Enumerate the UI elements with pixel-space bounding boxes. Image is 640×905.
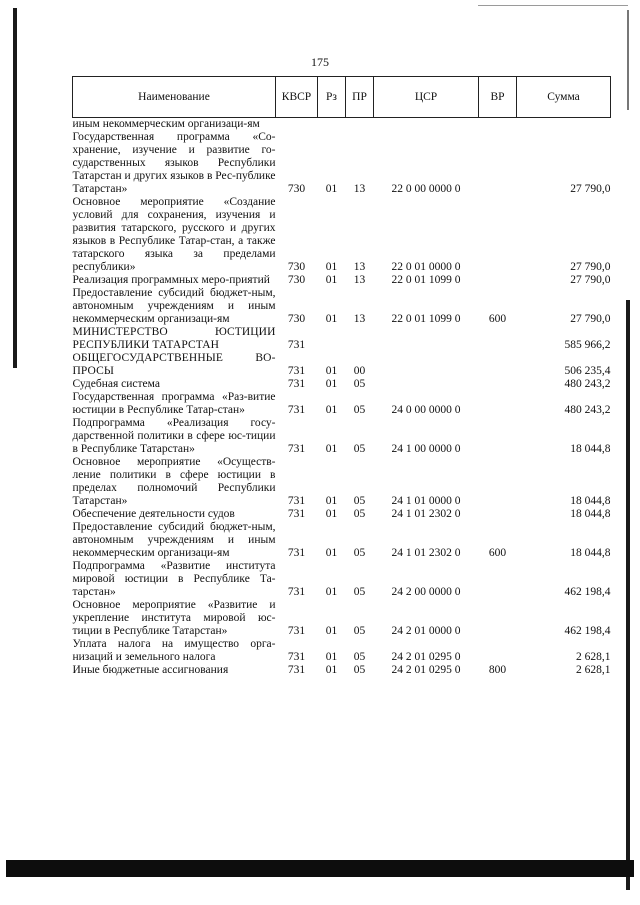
header-vr: ВР <box>479 77 517 118</box>
cell-vr <box>479 378 517 391</box>
cell-pr <box>346 118 374 132</box>
cell-sum: 18 044,8 <box>570 508 611 520</box>
cell-vr <box>479 508 517 521</box>
cell-name: Иные бюджетные ассигнования <box>72 664 229 676</box>
header-pr: ПР <box>346 77 374 118</box>
cell-vr <box>479 131 517 196</box>
cell-vr <box>479 352 517 378</box>
cell-sum: 462 198,4 <box>564 625 611 637</box>
cell-csr: 22 0 01 1099 0 <box>391 313 461 325</box>
cell-rz: 01 <box>325 274 338 286</box>
cell-rz <box>318 118 346 132</box>
cell-kvsr: 730 <box>287 274 306 286</box>
cell-name: Предоставление субсидий бюджет-ным, автономным учреждениям и иным некоммерческим организаци-ям <box>72 521 276 559</box>
cell-rz: 01 <box>325 404 338 416</box>
cell-rz: 01 <box>325 586 338 598</box>
cell-csr <box>374 118 479 132</box>
cell-vr <box>479 326 517 352</box>
cell-name: Государственная программа «Со-хранение, изучение и развитие го-сударственных языков Республики Татарстан и других языков в Рес-публике Татарстан» <box>72 131 276 195</box>
cell-name: МИНИСТЕРСТВО ЮСТИЦИИ РЕСПУБЛИКИ ТАТАРСТАН <box>72 326 276 351</box>
cell-rz: 01 <box>325 651 338 663</box>
cell-sum: 585 966,2 <box>564 339 611 351</box>
cell-kvsr: 731 <box>287 365 306 377</box>
table-row <box>73 378 611 391</box>
cell-rz: 01 <box>325 547 338 559</box>
cell-kvsr: 730 <box>287 313 306 325</box>
cell-csr: 24 0 00 0000 0 <box>391 404 461 416</box>
cell-pr: 05 <box>353 547 366 559</box>
cell-kvsr: 730 <box>287 183 306 195</box>
cell-sum: 462 198,4 <box>564 586 611 598</box>
cell-pr: 05 <box>353 651 366 663</box>
cell-kvsr: 731 <box>287 404 306 416</box>
table-row <box>73 508 611 521</box>
table-row <box>73 638 611 664</box>
cell-vr: 600 <box>488 313 507 325</box>
header-rz: Рз <box>318 77 346 118</box>
cell-csr: 24 1 01 2302 0 <box>391 547 461 559</box>
cell-csr: 24 2 01 0295 0 <box>391 664 461 676</box>
cell-sum: 2 628,1 <box>576 664 611 676</box>
cell-pr: 05 <box>353 625 366 637</box>
cell-pr: 05 <box>353 508 366 520</box>
cell-kvsr: 731 <box>287 547 306 559</box>
cell-pr: 13 <box>353 313 366 325</box>
cell-name: Обеспечение деятельности судов <box>72 508 235 520</box>
table-row <box>73 391 611 417</box>
cell-sum <box>517 118 611 132</box>
cell-name: Подпрограмма «Развитие института мировой юстиции в Республике Та-тарстан» <box>72 560 276 598</box>
cell-rz: 01 <box>325 378 338 390</box>
cell-vr <box>479 391 517 417</box>
cell-name: иным некоммерческим организаци-ям <box>72 118 260 130</box>
budget-table <box>72 76 611 677</box>
cell-name: Уплата налога на имущество орга-низаций и земельного налога <box>72 638 276 663</box>
cell-pr: 05 <box>353 495 366 507</box>
table-row <box>73 352 611 378</box>
table-row <box>73 664 611 677</box>
cell-pr: 05 <box>353 586 366 598</box>
cell-csr <box>374 326 479 352</box>
cell-rz: 01 <box>325 183 338 195</box>
table-row <box>73 274 611 287</box>
header-name: Наименование <box>73 77 276 118</box>
cell-name: Государственная программа «Раз-витие юстиции в Республике Татар-стан» <box>72 391 276 416</box>
cell-kvsr: 731 <box>287 443 306 455</box>
scan-artifact-bottom-edge <box>6 860 634 877</box>
cell-sum: 18 044,8 <box>570 547 611 559</box>
header-kvsr: КВСР <box>276 77 318 118</box>
table-header-row <box>73 77 611 118</box>
cell-vr <box>479 456 517 508</box>
cell-rz: 01 <box>325 313 338 325</box>
scan-artifact-top-line <box>478 5 628 6</box>
cell-pr: 00 <box>353 365 366 377</box>
table-row <box>73 599 611 638</box>
cell-pr: 13 <box>353 183 366 195</box>
cell-rz: 01 <box>325 365 338 377</box>
table-row <box>73 417 611 456</box>
cell-csr: 24 2 01 0295 0 <box>391 651 461 663</box>
cell-csr: 24 2 01 0000 0 <box>391 625 461 637</box>
cell-rz: 01 <box>325 443 338 455</box>
cell-rz: 01 <box>325 625 338 637</box>
cell-pr <box>346 326 374 352</box>
cell-csr: 24 1 01 2302 0 <box>391 508 461 520</box>
cell-rz <box>318 326 346 352</box>
cell-csr: 24 1 01 0000 0 <box>391 495 461 507</box>
cell-name: Судебная система <box>72 378 160 390</box>
cell-csr <box>374 378 479 391</box>
cell-kvsr: 730 <box>287 261 306 273</box>
cell-vr <box>479 417 517 456</box>
cell-vr <box>479 196 517 274</box>
cell-kvsr <box>276 118 318 132</box>
cell-pr: 05 <box>353 404 366 416</box>
cell-rz: 01 <box>325 261 338 273</box>
header-csr: ЦСР <box>374 77 479 118</box>
table-row <box>73 326 611 352</box>
cell-pr: 13 <box>353 274 366 286</box>
cell-pr: 05 <box>353 378 366 390</box>
scan-artifact-right-edge <box>626 300 630 890</box>
cell-kvsr: 731 <box>287 378 306 390</box>
cell-vr <box>479 274 517 287</box>
cell-kvsr: 731 <box>287 651 306 663</box>
cell-vr: 600 <box>488 547 507 559</box>
cell-pr: 13 <box>353 261 366 273</box>
cell-rz: 01 <box>325 508 338 520</box>
cell-name: ОБЩЕГОСУДАРСТВЕННЫЕ ВО-ПРОСЫ <box>72 352 276 377</box>
cell-sum: 18 044,8 <box>570 443 611 455</box>
cell-name: Основное мероприятие «Осуществ-ление политики в сфере юстиции в пределах полномочий Республики Татарстан» <box>72 456 276 507</box>
header-sum: Сумма <box>517 77 611 118</box>
table-body <box>73 118 611 678</box>
cell-vr: 800 <box>488 664 507 676</box>
cell-kvsr: 731 <box>287 586 306 598</box>
cell-vr <box>479 560 517 599</box>
table-row <box>73 456 611 508</box>
cell-sum: 2 628,1 <box>576 651 611 663</box>
cell-csr <box>374 352 479 378</box>
cell-csr: 22 0 01 1099 0 <box>391 274 461 286</box>
cell-vr <box>479 599 517 638</box>
table-row <box>73 131 611 196</box>
table-row <box>73 560 611 599</box>
cell-name: Подпрограмма «Реализация госу-дарственной политики в сфере юс-тиции в Республике Татарстан» <box>72 417 276 455</box>
cell-kvsr: 731 <box>287 339 306 351</box>
cell-name: Предоставление субсидий бюджет-ным, автономным учреждениям и иным некоммерческим организаци-ям <box>72 287 276 325</box>
cell-vr <box>479 118 517 132</box>
cell-sum: 27 790,0 <box>570 274 611 286</box>
cell-sum: 480 243,2 <box>564 378 611 390</box>
cell-kvsr: 731 <box>287 508 306 520</box>
cell-sum: 480 243,2 <box>564 404 611 416</box>
table-row <box>73 196 611 274</box>
cell-sum: 18 044,8 <box>570 495 611 507</box>
cell-rz: 01 <box>325 495 338 507</box>
cell-kvsr: 731 <box>287 625 306 637</box>
cell-name: Реализация программных меро-приятий <box>72 274 270 286</box>
cell-name: Основное мероприятие «Создание условий для сохранения, изучения и развития татарского, русского и других языков в Республике Татар-стан, а также татарского языка за пределами республики» <box>72 196 276 273</box>
cell-rz: 01 <box>325 664 338 676</box>
cell-csr: 22 0 00 0000 0 <box>391 183 461 195</box>
cell-kvsr: 731 <box>287 664 306 676</box>
table-row <box>73 287 611 326</box>
cell-sum: 27 790,0 <box>570 183 611 195</box>
cell-sum: 27 790,0 <box>570 261 611 273</box>
cell-pr: 05 <box>353 664 366 676</box>
page-number: 175 <box>311 55 329 69</box>
cell-pr: 05 <box>353 443 366 455</box>
cell-csr: 22 0 01 0000 0 <box>391 261 461 273</box>
cell-kvsr: 731 <box>287 495 306 507</box>
cell-name: Основное мероприятие «Развитие и укрепление института мировой юс-тиции в Республике Татарстан» <box>72 599 276 637</box>
cell-csr: 24 2 00 0000 0 <box>391 586 461 598</box>
cell-sum: 27 790,0 <box>570 313 611 325</box>
cell-vr <box>479 638 517 664</box>
table-row <box>73 521 611 560</box>
table-row <box>73 118 611 132</box>
cell-sum: 506 235,4 <box>564 365 611 377</box>
cell-csr: 24 1 00 0000 0 <box>391 443 461 455</box>
